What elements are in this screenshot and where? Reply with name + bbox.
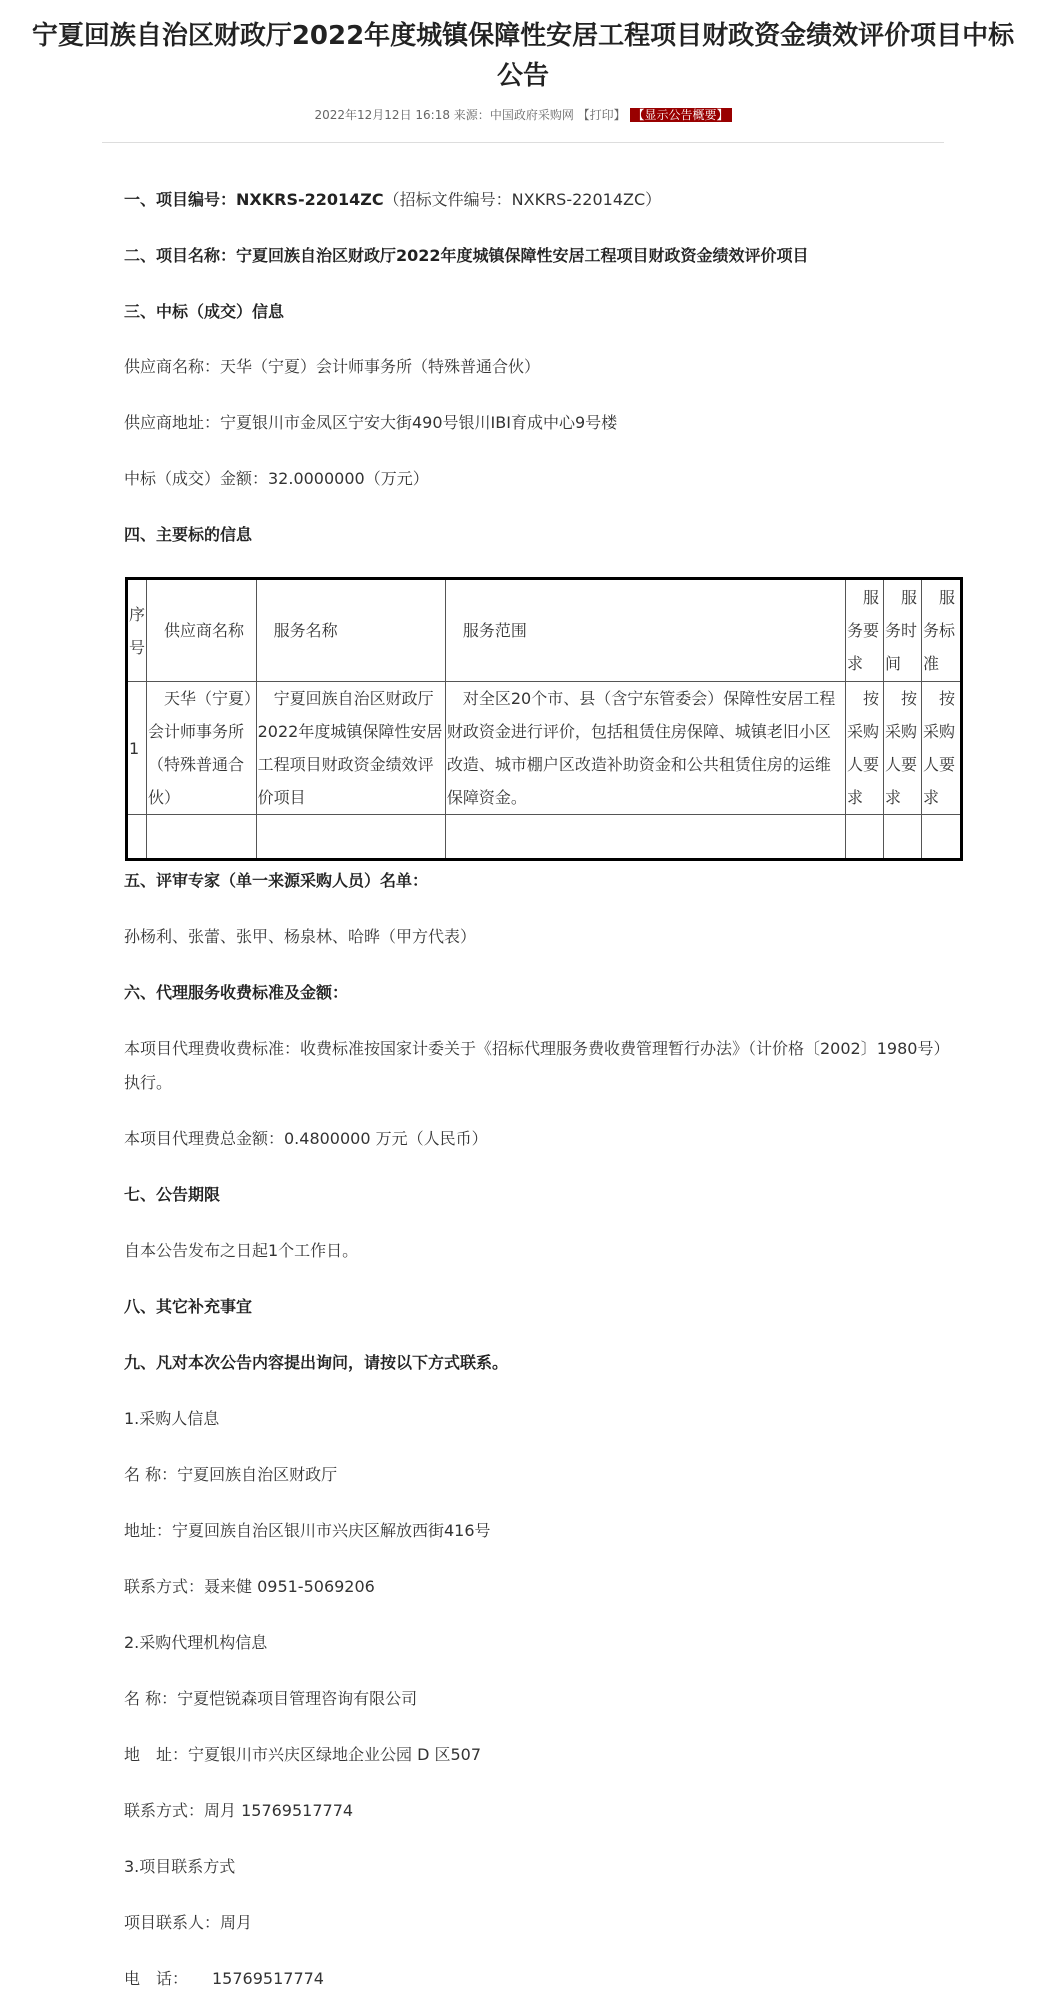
table-empty-row [127,815,962,860]
source-label: 来源： [453,108,490,122]
print-link[interactable]: 【打印】 [577,108,626,122]
purchaser-name: 名 称：宁夏回族自治区财政厅 [124,1465,338,1484]
fee-standard: 本项目代理费收费标准：收费标准按国家计委关于《招标代理服务费收费管理暂行办法》（计价格〔2002〕1980号）执行。 [124,1039,950,1092]
section-period-heading: 七、公告期限 [124,1185,221,1204]
project-name-label: 二、项目名称： [124,246,237,265]
table-header-cell: 服务时间 [884,579,922,682]
table-cell: 宁夏回族自治区财政厅2022年度城镇保障性安居工程项目财政资金绩效评价项目 [256,682,445,815]
table-header-row [127,579,962,682]
project-name: 宁夏回族自治区财政厅2022年度城镇保障性安居工程项目财政资金绩效评价项目 [236,246,809,265]
page-title: 宁夏回族自治区财政厅2022年度城镇保障性安居工程项目财政资金绩效评价项目中标公告 [31,21,1015,91]
section-experts-heading: 五、评审专家（单一来源采购人员）名单： [124,871,429,890]
table-row [127,682,962,815]
purchaser-contact: 联系方式：聂来健 0951-5069206 [124,1577,375,1596]
article-meta [0,106,1046,124]
table-cell: 按采购人要求 [884,682,922,815]
project-contact-person: 项目联系人：周月 [124,1913,253,1932]
table-header-cell: 服务范围 [445,579,845,682]
project-phone: 电 话： 15769517774 [124,1969,324,1988]
section-award-heading: 三、中标（成交）信息 [124,302,285,321]
table-header-cell: 服务名称 [256,579,445,682]
table-header-cell: 服务要求 [846,579,884,682]
purchaser-address: 地址：宁夏回族自治区银川市兴庆区解放西街416号 [124,1521,491,1540]
section-main-items-heading: 四、主要标的信息 [124,525,253,544]
table-header-cell: 供应商名称 [147,579,257,682]
agency-name: 名 称：宁夏恺锐森项目管理咨询有限公司 [124,1689,418,1708]
table-cell: 天华（宁夏）会计师事务所（特殊普通合伙） [147,682,257,815]
supplier-address: 供应商地址：宁夏银川市金凤区宁安大街490号银川IBI育成中心9号楼 [124,413,618,432]
experts-list: 孙杨利、张蕾、张甲、杨泉林、哈晔（甲方代表） [124,927,477,946]
fee-total: 本项目代理费总金额：0.4800000 万元（人民币） [124,1129,488,1148]
header-divider [102,142,944,143]
table-cell: 1 [127,682,147,815]
project-contact-heading: 3.项目联系方式 [124,1857,236,1876]
supplier-name: 供应商名称：天华（宁夏）会计师事务所（特殊普通合伙） [124,357,541,376]
publish-date: 2022年12月12日 16:18 [314,108,450,122]
purchaser-heading: 1.采购人信息 [124,1409,220,1428]
show-summary-button[interactable]: 【显示公告概要】 [630,108,732,122]
source-name: 中国政府采购网 [489,108,574,122]
tender-doc-code: （招标文件编号：NXKRS-22014ZC） [383,190,662,209]
table-header-cell: 序号 [127,579,147,682]
bid-amount: 中标（成交）金额：32.0000000（万元） [124,469,429,488]
main-items-table [125,577,963,861]
table-cell: 对全区20个市、县（含宁东管委会）保障性安居工程财政资金进行评价，包括租赁住房保障、城镇老旧小区改造、城市棚户区改造补助资金和公共租赁住房的运维保障资金。 [445,682,845,815]
table-cell: 按采购人要求 [921,682,961,815]
table-cell: 按采购人要求 [846,682,884,815]
agency-contact: 联系方式：周月 15769517774 [124,1801,354,1820]
section-project-code [124,183,661,217]
section-other-heading: 八、其它补充事宜 [124,1297,253,1316]
table-header-cell: 服务标准 [921,579,961,682]
project-code: NXKRS-22014ZC [236,190,384,209]
agency-address: 地 址：宁夏银川市兴庆区绿地企业公园 D 区507 [124,1745,482,1764]
announcement-period: 自本公告发布之日起1个工作日。 [124,1241,359,1260]
section-project-name [124,239,809,273]
project-code-label: 一、项目编号： [124,190,237,209]
agency-heading: 2.采购代理机构信息 [124,1633,268,1652]
section-fee-heading: 六、代理服务收费标准及金额： [124,983,349,1002]
section-contact-heading: 九、凡对本次公告内容提出询问，请按以下方式联系。 [124,1353,509,1372]
